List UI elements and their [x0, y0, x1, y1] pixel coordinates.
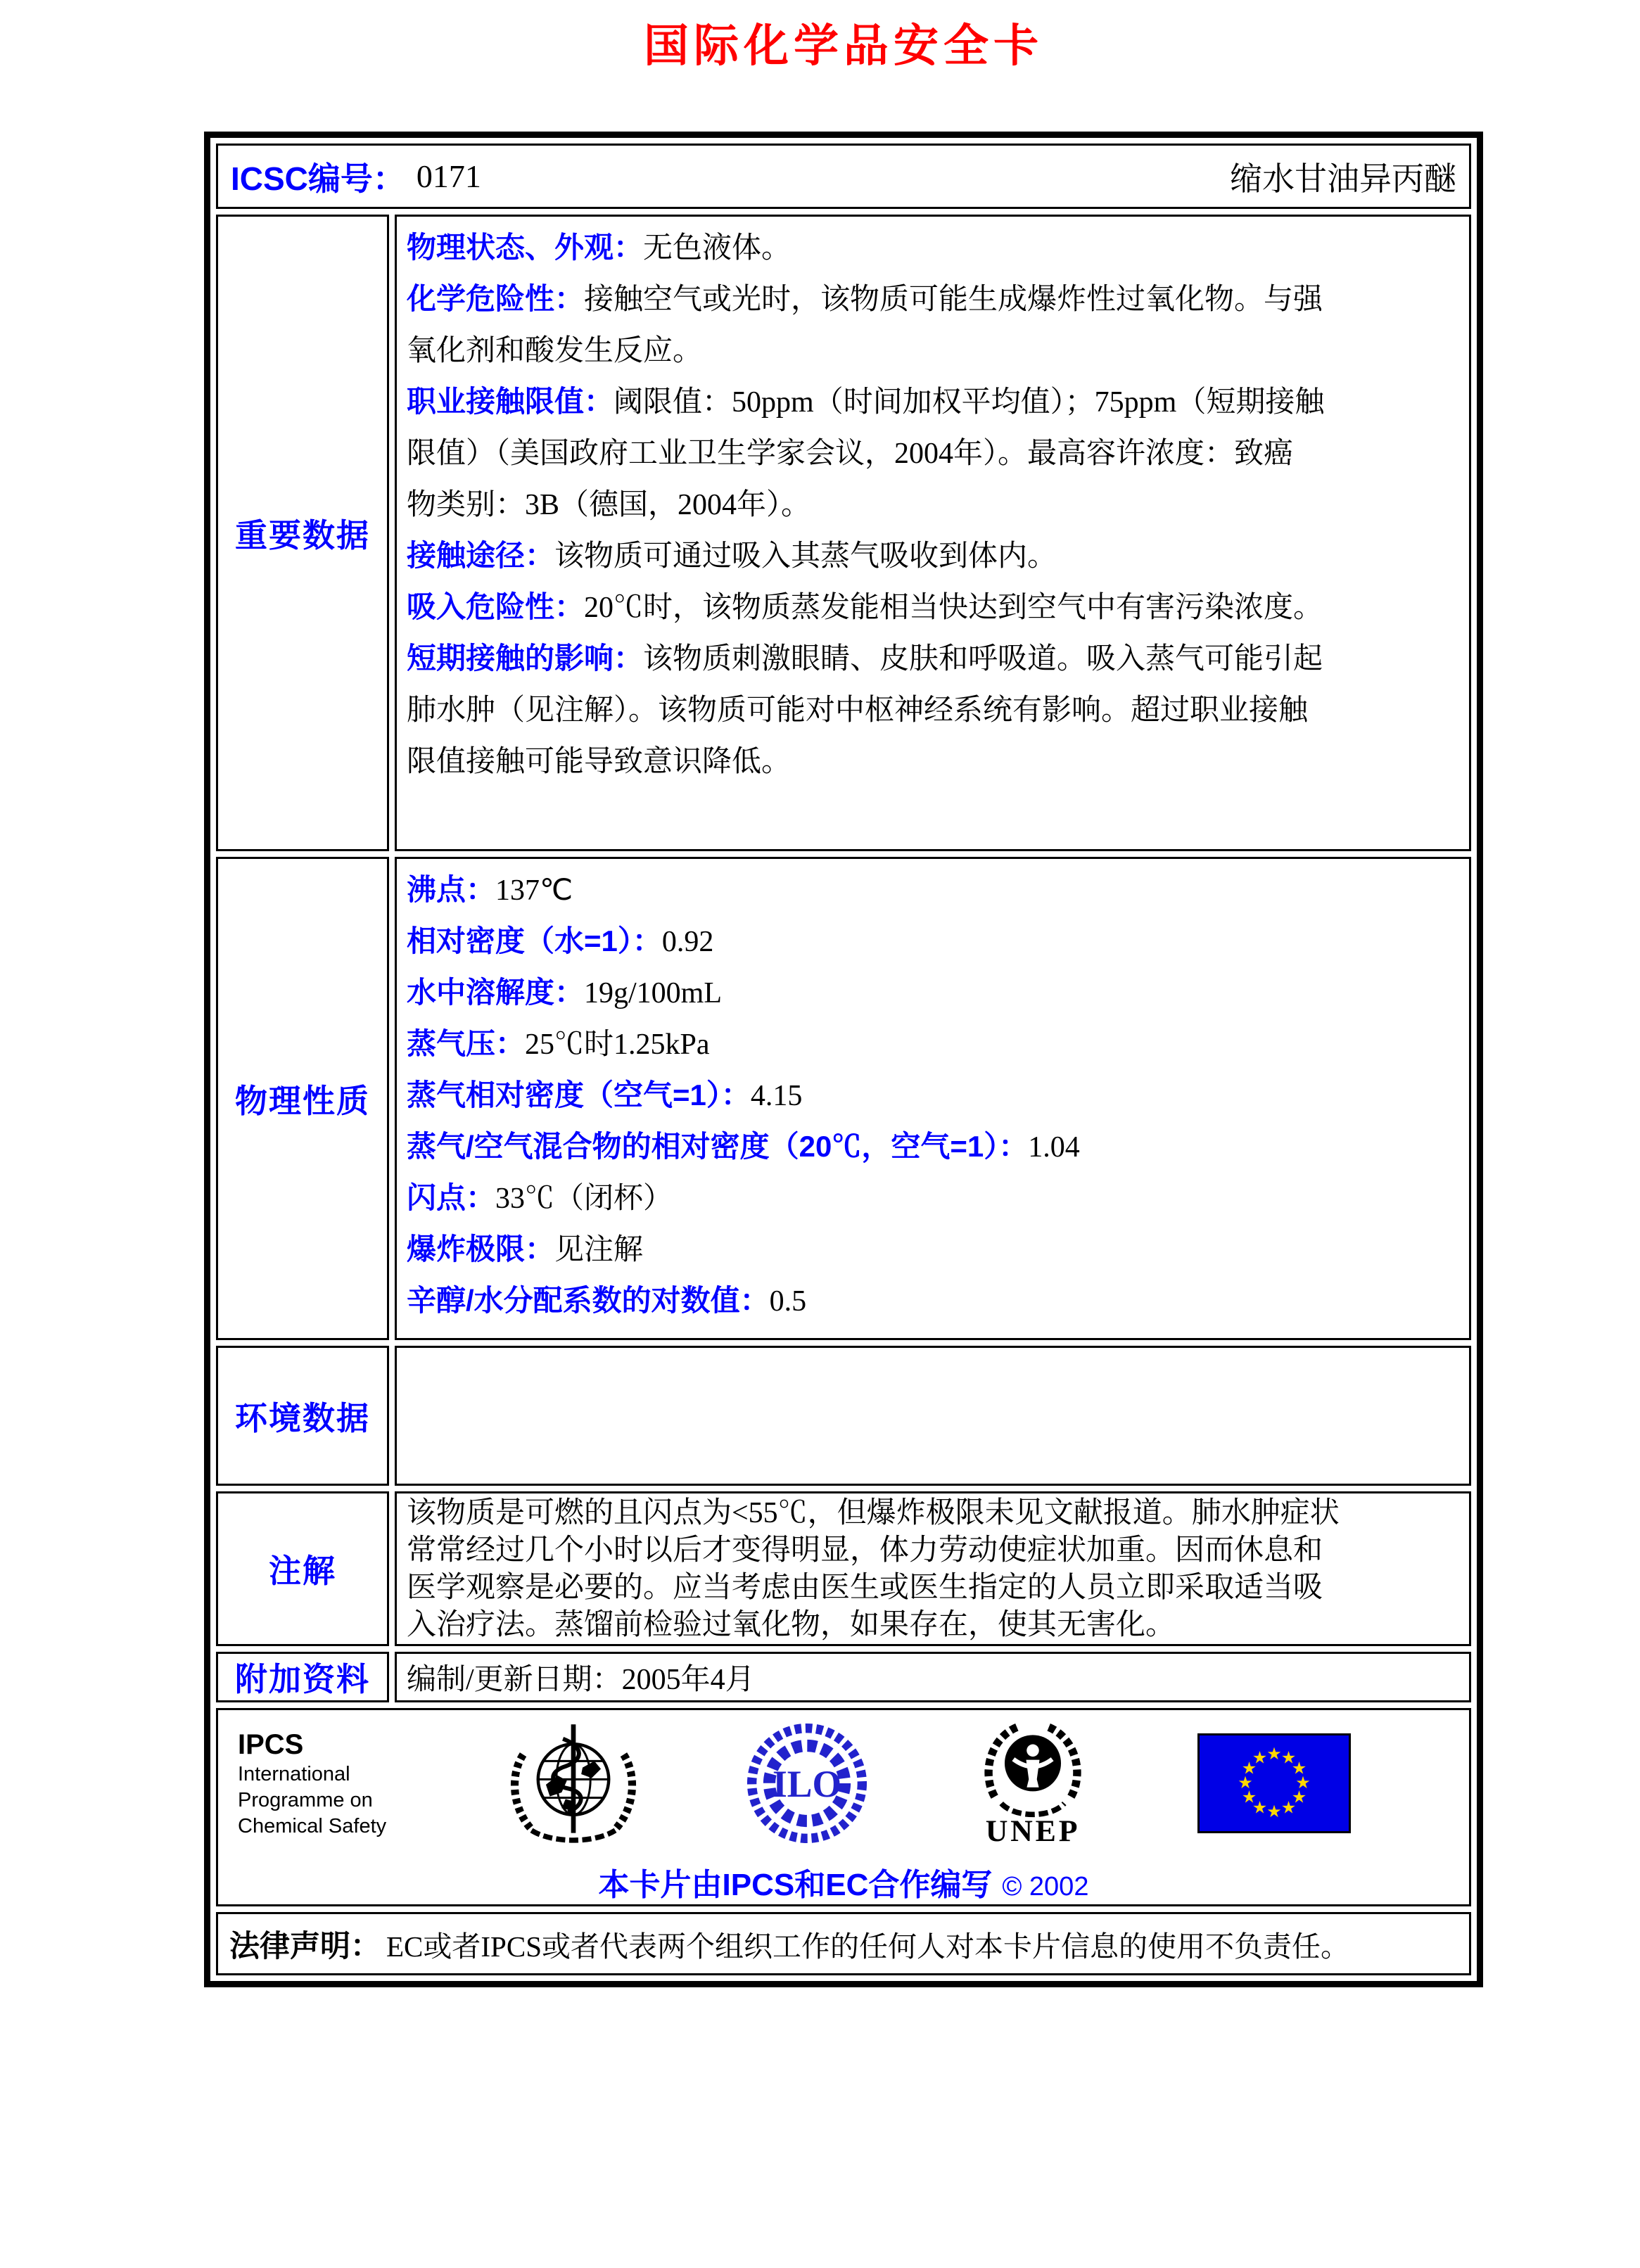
icsc-table	[204, 132, 1483, 1987]
property-line: 沸点：137℃	[407, 873, 573, 907]
svg-text:★: ★	[1241, 1788, 1257, 1807]
svg-text:★: ★	[1266, 1745, 1282, 1764]
svg-text:★: ★	[1252, 1799, 1268, 1818]
important-data-content-cell	[395, 215, 1471, 851]
text-line: 吸入危险性：20℃时，该物质蒸发能相当快达到空气中有害污染浓度。	[407, 590, 1323, 624]
eu-flag-icon	[1197, 1733, 1351, 1833]
property-line: 蒸气压：25℃时1.25kPa	[407, 1027, 710, 1061]
text-line: 限值）（美国政府工业卫生学家会议，2004年）。最高容许浓度：致癌	[407, 438, 1294, 470]
section-label-physical-properties: 物理性质	[235, 1082, 370, 1119]
svg-text:★: ★	[1266, 1803, 1282, 1821]
credit-line	[218, 1859, 1469, 1904]
icsc-number-label: ICSC编号：	[231, 160, 405, 197]
svg-text:ILO: ILO	[772, 1763, 842, 1806]
ipcs-text-block	[238, 1728, 400, 1840]
text-line: 氧化剂和酸发生反应。	[407, 335, 703, 367]
ipcs-subtitle-line: International	[238, 1762, 350, 1785]
svg-text:★: ★	[1280, 1749, 1297, 1768]
ilo-logo-icon	[746, 1716, 867, 1851]
property-line: 相对密度（水=1）：0.92	[407, 924, 714, 958]
legal-row	[216, 1912, 1471, 1975]
ipcs-title: IPCS	[238, 1728, 304, 1760]
text-line: 化学危险性：接触空气或光时，该物质可能生成爆炸性过氧化物。与强	[407, 282, 1323, 316]
important-data-label-cell	[216, 215, 389, 851]
notes-content-cell	[395, 1491, 1471, 1646]
svg-text:★: ★	[1291, 1759, 1307, 1778]
who-logo-icon	[508, 1716, 639, 1851]
svg-text:★: ★	[1252, 1749, 1268, 1768]
ipcs-subtitle-line: Chemical Safety	[238, 1814, 387, 1837]
logos-cell	[216, 1708, 1471, 1906]
text-line: 接触途径：该物质可通过吸入其蒸气吸收到体内。	[407, 539, 1057, 573]
credit-text: 本卡片由IPCS和EC合作编写	[598, 1868, 993, 1902]
unep-logo-icon	[976, 1716, 1090, 1851]
physical-properties-label-cell	[216, 857, 389, 1340]
svg-text:★: ★	[1238, 1774, 1253, 1792]
section-label-notes: 注解	[269, 1553, 336, 1589]
header-cell	[216, 144, 1471, 209]
note-line: 医学观察是必要的。应当考虑由医生或医生指定的人员立即采取适当吸	[407, 1572, 1323, 1604]
text-line: 物理状态、外观：无色液体。	[407, 231, 792, 265]
text-line: 职业接触限值：阈限值：50ppm（时间加权平均值）；75ppm（短期接触	[407, 385, 1325, 419]
additional-info-row	[216, 1652, 1471, 1702]
chemical-name: 缩水甘油异丙醚	[1230, 160, 1456, 197]
update-date-text: 编制/更新日期：2005年4月	[407, 1664, 755, 1696]
legal-cell	[216, 1912, 1471, 1975]
logos-row	[216, 1708, 1471, 1906]
icsc-number-value: 0171	[416, 158, 481, 194]
environmental-data-row	[216, 1346, 1471, 1486]
svg-text:★: ★	[1280, 1799, 1297, 1818]
svg-text:★: ★	[1291, 1788, 1307, 1807]
page-title: 国际化学品安全卡	[644, 20, 1043, 71]
icsc-card	[204, 0, 1483, 1987]
text-line: 肺水肿（见注解）。该物质可能对中枢神经系统有影响。超过职业接触	[407, 694, 1309, 727]
additional-info-label-cell	[216, 1652, 389, 1702]
section-label-environmental-data: 环境数据	[235, 1399, 370, 1436]
property-line: 辛醇/水分配系数的对数值：0.5	[407, 1284, 807, 1318]
environmental-data-label-cell	[216, 1346, 389, 1486]
notes-label-cell	[216, 1491, 389, 1646]
property-line: 蒸气/空气混合物的相对密度（20℃，空气=1）：1.04	[407, 1130, 1080, 1164]
text-line: 短期接触的影响：该物质刺激眼睛、皮肤和呼吸道。吸入蒸气可能引起	[407, 642, 1323, 675]
property-line: 水中溶解度：19g/100mL	[407, 976, 723, 1009]
svg-text:★: ★	[1241, 1759, 1257, 1778]
property-line: 闪点：33℃（闭杯）	[407, 1181, 673, 1215]
note-line: 常常经过几个小时以后才变得明显，体力劳动使症状加重。因而休息和	[407, 1534, 1323, 1567]
note-line: 入治疗法。蒸馏前检验过氧化物，如果存在，使其无害化。	[407, 1609, 1176, 1641]
environmental-data-content-cell	[395, 1346, 1471, 1486]
property-line: 蒸气相对密度（空气=1）：4.15	[407, 1078, 803, 1112]
section-label-important-data: 重要数据	[235, 516, 370, 554]
property-line: 爆炸极限：见注解	[407, 1232, 644, 1266]
physical-properties-content-cell	[395, 857, 1471, 1340]
header-row	[216, 144, 1471, 209]
text-line: 限值接触可能导致意识降低。	[407, 746, 792, 778]
note-line: 该物质是可燃的且闪点为<55℃，但爆炸极限未见文献报道。肺水肿症状	[407, 1497, 1340, 1529]
important-data-row	[216, 215, 1471, 851]
svg-text:UNEP: UNEP	[985, 1814, 1080, 1848]
svg-text:★: ★	[1295, 1774, 1311, 1792]
copyright-text: © 2002	[1002, 1872, 1089, 1901]
text-line: 物类别：3B（德国，2004年）。	[407, 489, 811, 521]
legal-notice-label: 法律声明：	[229, 1929, 381, 1963]
legal-notice-text: EC或者IPCS或者代表两个组织工作的任何人对本卡片信息的使用不负责任。	[386, 1930, 1349, 1963]
additional-info-content-cell	[395, 1652, 1471, 1702]
ipcs-subtitle-line: Programme on	[238, 1788, 373, 1811]
section-label-additional-info: 附加资料	[235, 1661, 370, 1697]
physical-properties-row	[216, 857, 1471, 1340]
notes-row	[216, 1491, 1471, 1646]
